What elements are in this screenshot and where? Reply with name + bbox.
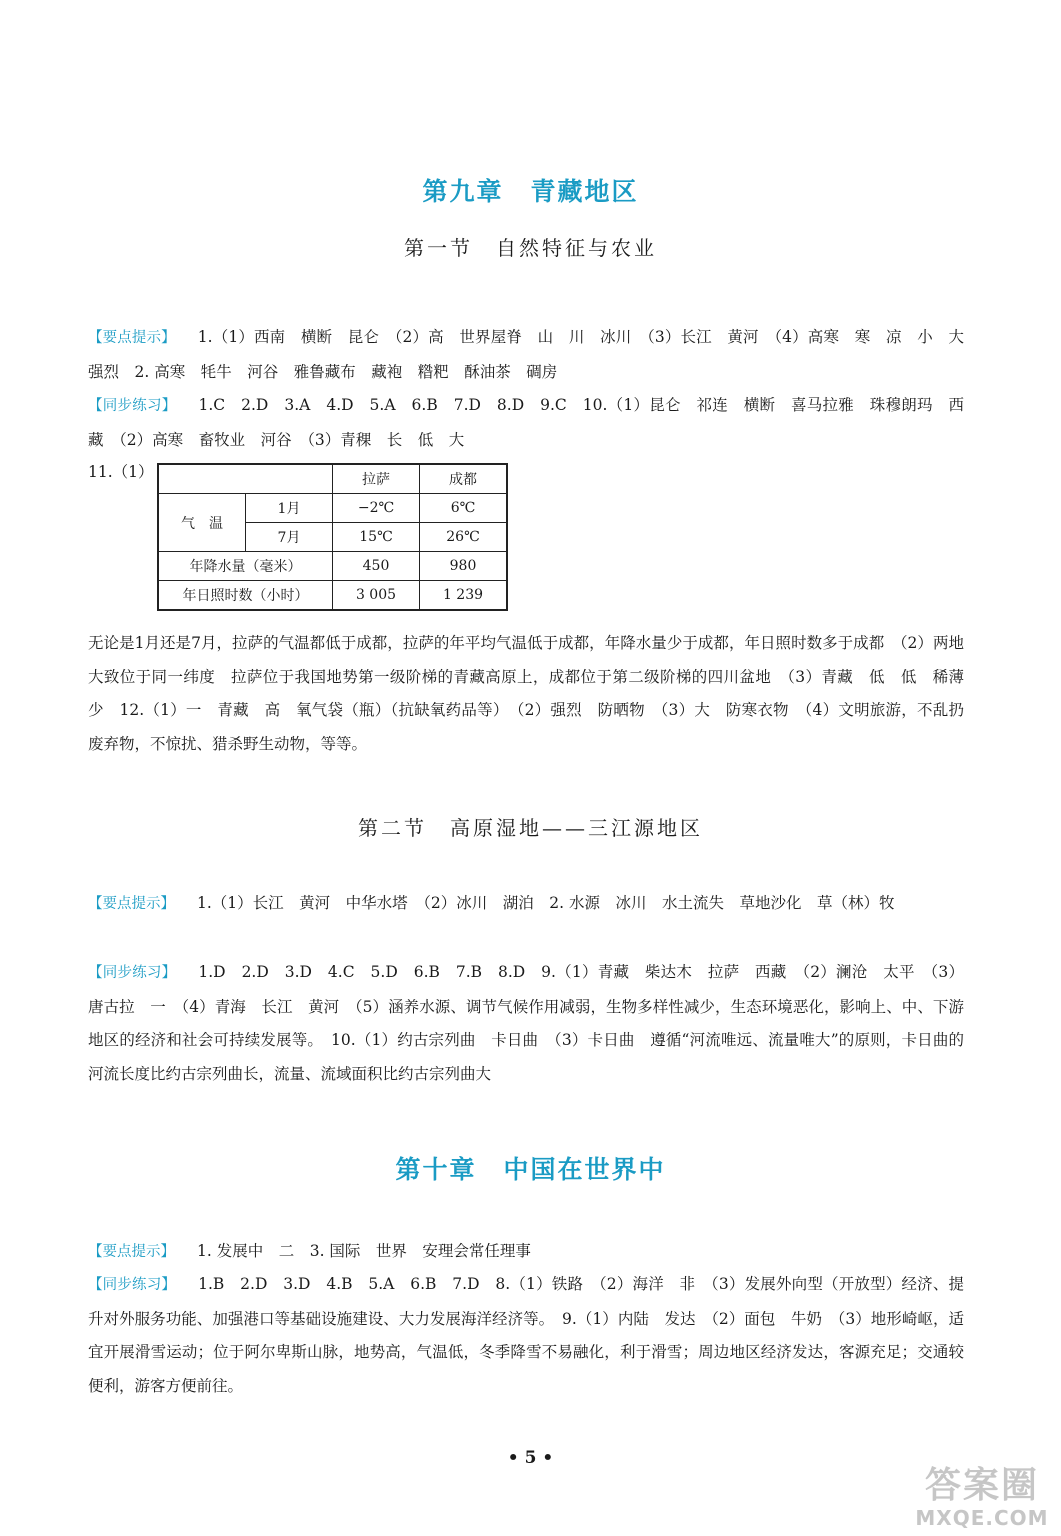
question-11-label: 11.（1） [88,463,154,481]
key-points-text: 1. 发展中 二 3. 国际 世界 安理会常任理事 [197,1242,531,1260]
watermark-line-2: MXQE.COM [915,1506,1049,1530]
table-header-chengdu: 成都 [420,464,508,494]
section-1-practice [88,389,964,457]
table-precip-label: 年降水量（毫米） [158,552,333,581]
key-points-text: 1.（1）长江 黄河 中华水塔 （2）冰川 湖泊 2. 水源 冰川 水土流失 草地沙化 草（林）牧 [197,894,895,912]
chapter-10-practice [88,1268,964,1403]
climate-comparison-table [157,463,508,611]
table-row [158,552,507,581]
key-points-tag: 【要点提示】 [88,1244,175,1260]
chapter-10-key-points [88,1235,964,1270]
watermark-logo [907,1466,1057,1532]
key-points-tag: 【要点提示】 [88,896,175,912]
table-row [158,494,507,523]
table-cell: 980 [420,552,508,581]
practice-text: 1.D 2.D 3.D 4.C 5.D 6.B 7.B 8.D 9.（1）青藏 柴达木 拉萨 西藏 （2）澜沧 太平 （3）唐古拉 一 （4）青海 长江 黄河 （5）涵养水源、调节气候作用减弱，生物多样性减少，生态环境恶化，影响上、中、下游地区的经济和社会可持续发展等。 10.（1）约古宗列曲 卡日曲 （3）卡日曲 遵循“河流唯远、流量唯大”的原则，卡日曲的河流长度比约古宗列曲长，流量、流域面积比约古宗列曲大 [88,963,964,1083]
table-sunshine-label: 年日照时数（小时） [158,581,333,611]
watermark-line-1: 答案圈 [924,1465,1039,1506]
chapter-9-title: 第九章 青藏地区 [422,177,639,206]
question-11-answer: 无论是1月还是7月，拉萨的气温都低于成都，拉萨的年平均气温低于成都，年降水量少于成都，年日照时数多于成都 （2）两地大致位于同一纬度 拉萨位于我国地势第一级阶梯的青藏高原上，成都位于第二级阶梯的四川盆地 （3）青藏 低 低 稀薄 少 12.（1）一 青藏 高 氧气袋（瓶）（抗缺氧药品等） （2）强烈 防晒物 （3）大 防寒衣物 （4）文明旅游，不乱扔废弃物，不惊扰、猎杀野生动物，等等。 [88,634,980,753]
table-cell: 26℃ [420,523,508,552]
table-cell: 1 239 [420,581,508,611]
table-corner-cell [158,464,333,494]
chapter-10-title: 第十章 中国在世界中 [395,1155,666,1184]
practice-text: 1.C 2.D 3.A 4.D 5.A 6.B 7.D 8.D 9.C 10.（1）昆仑 祁连 横断 喜马拉雅 珠穆朗玛 西藏 （2）高寒 畜牧业 河谷 （3）青稞 长 低 大 [88,396,964,449]
table-jul-label: 7月 [246,523,333,552]
table-temp-label: 气 温 [158,494,246,552]
page-number: • 5 • [507,1448,554,1468]
practice-tag: 【同步练习】 [88,965,177,981]
section-1-key-points [88,321,980,389]
table-cell: 3 005 [333,581,420,611]
section-2-practice [88,956,964,1091]
practice-tag: 【同步练习】 [88,398,177,414]
table-cell: 6℃ [420,494,508,523]
table-jan-label: 1月 [246,494,333,523]
key-points-tag: 【要点提示】 [88,330,176,346]
table-row [158,464,507,494]
table-cell: 15℃ [333,523,420,552]
practice-tag: 【同步练习】 [88,1277,177,1293]
table-cell: −2℃ [333,494,420,523]
section-1-title: 第一节 自然特征与农业 [404,236,657,260]
section-2-key-points [88,887,964,922]
practice-text: 1.B 2.D 3.D 4.B 5.A 6.B 7.D 8.（1）铁路 （2）海洋 非 （3）发展外向型（开放型）经济、提升对外服务功能、加强港口等基础设施建设、大力发展海洋经济等。 9.（1）内陆 发达 （2）面包 牛奶 （3）地形崎岖，适宜开展滑雪运动；位于阿尔卑斯山脉，地势高，气温低，冬季降雪不易融化，利于滑雪；周边地区经济发达，客源充足；交通较便利，游客方便前往。 [88,1275,965,1395]
table-cell: 450 [333,552,420,581]
key-points-text: 1.（1）西南 横断 昆仑 （2）高 世界屋脊 山 川 冰川 （3）长江 黄河 （4）高寒 寒 凉 小 大 强烈 2. 高寒 牦牛 河谷 雅鲁藏布 藏袍 糌粑 酥油茶 碉房 [88,328,980,381]
table-header-lhasa: 拉萨 [333,464,420,494]
table-row [158,581,507,611]
section-2-title: 第二节 高原湿地——三江源地区 [358,816,703,840]
